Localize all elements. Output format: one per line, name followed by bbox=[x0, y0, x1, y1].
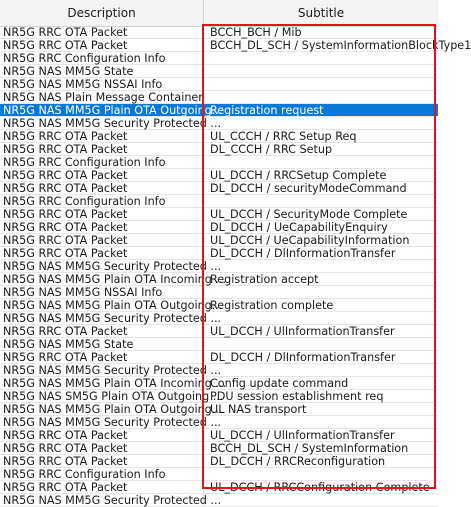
description-cell: NR5G RRC OTA Packet bbox=[0, 39, 204, 51]
subtitle-cell: PDU session establishment req bbox=[210, 390, 384, 403]
table-row[interactable] bbox=[0, 156, 438, 169]
description-cell: NR5G RRC OTA Packet bbox=[0, 325, 204, 337]
subtitle-cell: Registration accept bbox=[210, 273, 319, 286]
table-row[interactable] bbox=[0, 442, 438, 455]
description-cell: NR5G RRC Configuration Info bbox=[0, 195, 204, 207]
table-row[interactable] bbox=[0, 494, 438, 507]
description-cell: NR5G RRC OTA Packet bbox=[0, 143, 204, 155]
subtitle-cell bbox=[204, 117, 438, 129]
subtitle-cell: UL_DCCH / RRCConfiguration Complete bbox=[210, 481, 430, 494]
description-cell: NR5G NAS MM5G NSSAI Info bbox=[0, 78, 204, 90]
subtitle-cell: UL_DCCH / SecurityMode Complete bbox=[210, 208, 408, 221]
column-header-description[interactable]: Description bbox=[0, 0, 204, 26]
description-cell: NR5G RRC OTA Packet bbox=[0, 442, 204, 454]
description-cell: NR5G RRC OTA Packet bbox=[0, 481, 204, 493]
table-row[interactable] bbox=[0, 364, 438, 377]
description-cell: NR5G NAS Plain Message Container bbox=[0, 91, 204, 103]
table-row[interactable] bbox=[0, 403, 438, 416]
description-cell: NR5G RRC OTA Packet bbox=[0, 221, 204, 233]
subtitle-cell: DL_DCCH / securityModeCommand bbox=[210, 182, 407, 195]
table-body bbox=[0, 26, 471, 507]
subtitle-cell bbox=[204, 260, 438, 272]
description-cell: NR5G NAS MM5G Security Protected ... bbox=[0, 117, 204, 129]
description-cell: NR5G NAS MM5G Security Protected ... bbox=[0, 312, 204, 324]
subtitle-cell bbox=[204, 91, 438, 103]
description-cell: NR5G RRC OTA Packet bbox=[0, 234, 204, 246]
table-row[interactable] bbox=[0, 260, 438, 273]
table-row[interactable] bbox=[0, 169, 438, 182]
description-cell: NR5G RRC OTA Packet bbox=[0, 208, 204, 220]
subtitle-cell: UL_CCCH / RRC Setup Req bbox=[210, 130, 357, 143]
table-row[interactable] bbox=[0, 182, 438, 195]
description-cell: NR5G RRC OTA Packet bbox=[0, 247, 204, 259]
table-row[interactable] bbox=[0, 52, 438, 65]
table-row[interactable] bbox=[0, 286, 438, 299]
subtitle-cell: Config update command bbox=[210, 377, 349, 390]
description-cell: NR5G NAS MM5G NSSAI Info bbox=[0, 286, 204, 298]
description-cell: NR5G RRC OTA Packet bbox=[0, 130, 204, 142]
table-row[interactable] bbox=[0, 325, 438, 338]
table-row[interactable] bbox=[0, 39, 471, 52]
subtitle-cell: Registration request bbox=[210, 104, 324, 117]
table-row[interactable] bbox=[0, 468, 438, 481]
description-cell: NR5G RRC Configuration Info bbox=[0, 156, 204, 168]
table-row[interactable] bbox=[0, 416, 438, 429]
subtitle-cell: DL_DCCH / DlInformationTransfer bbox=[210, 351, 396, 364]
description-cell: NR5G NAS MM5G Security Protected ... bbox=[0, 494, 204, 506]
table-row[interactable] bbox=[0, 26, 438, 39]
description-cell: NR5G RRC OTA Packet bbox=[0, 351, 204, 363]
description-cell: NR5G NAS MM5G Plain OTA Outgoing... bbox=[0, 299, 204, 311]
subtitle-cell bbox=[204, 312, 438, 324]
description-cell: NR5G NAS MM5G Security Protected ... bbox=[0, 416, 204, 428]
subtitle-cell: UL_DCCH / RRCSetup Complete bbox=[210, 169, 387, 182]
column-header-row bbox=[0, 0, 438, 27]
subtitle-cell bbox=[204, 416, 438, 428]
table-row[interactable] bbox=[0, 117, 438, 130]
subtitle-cell bbox=[204, 78, 438, 90]
description-cell: NR5G RRC OTA Packet bbox=[0, 455, 204, 467]
table-row[interactable] bbox=[0, 351, 438, 364]
subtitle-cell: Registration complete bbox=[210, 299, 334, 312]
table-row[interactable] bbox=[0, 247, 438, 260]
description-cell: NR5G RRC OTA Packet bbox=[0, 169, 204, 181]
subtitle-cell: DL_DCCH / DlInformationTransfer bbox=[210, 247, 396, 260]
subtitle-cell: DL_CCCH / RRC Setup bbox=[210, 143, 333, 156]
subtitle-cell: BCCH_BCH / Mib bbox=[210, 26, 302, 39]
table-row[interactable] bbox=[0, 312, 438, 325]
table-row[interactable] bbox=[0, 455, 438, 468]
table-row[interactable] bbox=[0, 195, 438, 208]
table-row[interactable] bbox=[0, 91, 438, 104]
table-row[interactable] bbox=[0, 65, 438, 78]
table-row[interactable] bbox=[0, 208, 438, 221]
subtitle-cell: UL_DCCH / UlInformationTransfer bbox=[210, 325, 395, 338]
subtitle-cell bbox=[204, 286, 438, 298]
description-cell: NR5G NAS SM5G Plain OTA Outgoing ... bbox=[0, 390, 204, 402]
subtitle-cell: BCCH_DL_SCH / SystemInformationBlockType1 bbox=[210, 39, 471, 52]
description-cell: NR5G NAS MM5G Security Protected ... bbox=[0, 260, 204, 272]
table-row[interactable] bbox=[0, 299, 438, 312]
subtitle-cell bbox=[204, 195, 438, 207]
description-cell: NR5G RRC OTA Packet bbox=[0, 182, 204, 194]
description-cell: NR5G NAS MM5G Plain OTA Incoming ... bbox=[0, 273, 204, 285]
description-cell: NR5G NAS MM5G State bbox=[0, 338, 204, 350]
table-row[interactable] bbox=[0, 377, 438, 390]
description-cell: NR5G RRC OTA Packet bbox=[0, 429, 204, 441]
subtitle-cell bbox=[204, 52, 438, 64]
description-cell: NR5G NAS MM5G State bbox=[0, 65, 204, 77]
subtitle-cell: UL NAS transport bbox=[210, 403, 307, 416]
table-row[interactable] bbox=[0, 221, 438, 234]
subtitle-cell: BCCH_DL_SCH / SystemInformation bbox=[210, 442, 409, 455]
table-row[interactable] bbox=[0, 234, 438, 247]
table-row[interactable] bbox=[0, 390, 438, 403]
table-row[interactable] bbox=[0, 130, 438, 143]
subtitle-cell bbox=[204, 364, 438, 376]
table-row[interactable] bbox=[0, 143, 438, 156]
subtitle-cell bbox=[204, 65, 438, 77]
description-cell: NR5G NAS MM5G Security Protected ... bbox=[0, 364, 204, 376]
subtitle-cell bbox=[204, 468, 438, 480]
subtitle-cell bbox=[204, 338, 438, 350]
table-row[interactable] bbox=[0, 78, 438, 91]
column-header-subtitle[interactable]: Subtitle bbox=[297, 6, 345, 20]
table-row[interactable] bbox=[0, 104, 438, 117]
description-cell: NR5G NAS MM5G Plain OTA Incoming ... bbox=[0, 377, 204, 389]
table-row[interactable] bbox=[0, 481, 438, 494]
subtitle-cell: DL_DCCH / RRCReconfiguration bbox=[210, 455, 386, 468]
table-row[interactable] bbox=[0, 429, 438, 442]
subtitle-cell: UL_DCCH / UlInformationTransfer bbox=[210, 429, 395, 442]
table-row[interactable] bbox=[0, 273, 438, 286]
description-cell: NR5G RRC Configuration Info bbox=[0, 468, 204, 480]
table-row[interactable] bbox=[0, 338, 438, 351]
description-cell: NR5G RRC Configuration Info bbox=[0, 52, 204, 64]
description-cell: NR5G RRC OTA Packet bbox=[0, 26, 204, 38]
description-cell: NR5G NAS MM5G Plain OTA Outgoing... bbox=[0, 403, 204, 415]
subtitle-cell: UL_DCCH / UeCapabilityInformation bbox=[210, 234, 410, 247]
subtitle-cell: DL_DCCH / UeCapabilityEnquiry bbox=[210, 221, 388, 234]
subtitle-cell bbox=[204, 494, 438, 506]
description-cell: NR5G NAS MM5G Plain OTA Outgoing... bbox=[0, 104, 204, 116]
subtitle-cell bbox=[204, 156, 438, 168]
